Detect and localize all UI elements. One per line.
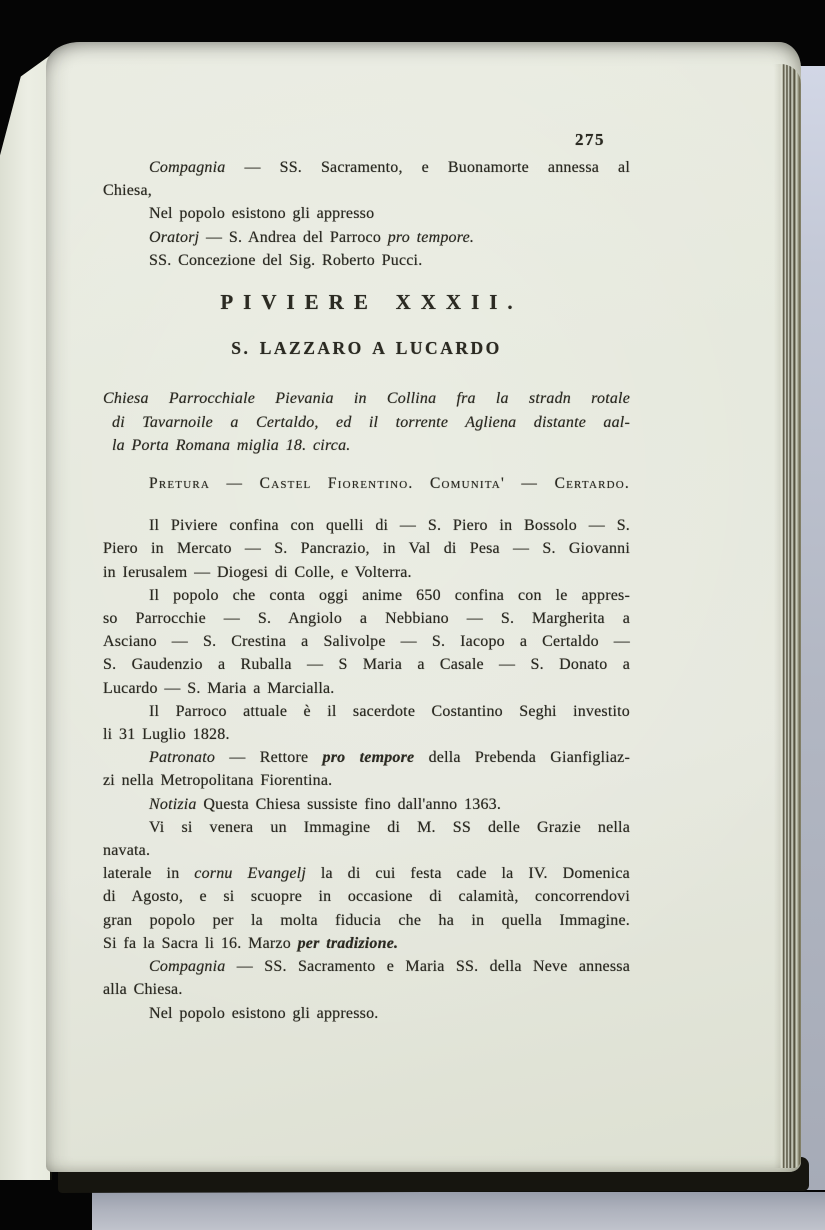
closing-line: Nel popolo esistono gli appresso. bbox=[149, 1004, 379, 1022]
paragraph-confini bbox=[103, 514, 630, 584]
fore-edge-stack bbox=[774, 64, 801, 1168]
pretura-line: Pretura — Castel Fiorentino. Comunita' — Certardo. bbox=[149, 475, 630, 493]
text-line: Il Parroco attuale è il sacerdote Costantino Seghi investito bbox=[149, 702, 630, 720]
text-line: Asciano — S. Crestina a Salivolpe — S. Iacopo a Certaldo — bbox=[103, 633, 630, 651]
text-line: Nel popolo esistono gli appresso bbox=[149, 205, 375, 223]
text-line: SS. Concezione del Sig. Roberto Pucci. bbox=[149, 251, 423, 269]
text-line: Lucardo — S. Maria a Marcialla. bbox=[103, 679, 335, 697]
text-line: zi nella Metropolitana Fiorentina. bbox=[103, 772, 333, 790]
italic-term: Compagnia bbox=[149, 958, 226, 976]
italic-term: Oratorj bbox=[149, 228, 200, 246]
text-line: Piero in Mercato — S. Pancrazio, in Val di Pesa — S. Giovanni bbox=[103, 540, 630, 558]
italic-term: Notizia bbox=[149, 795, 197, 813]
paragraph-parroco bbox=[103, 700, 630, 746]
text-line: Il popolo che conta oggi anime 650 confina con le appres- bbox=[149, 586, 630, 604]
text-line bbox=[103, 955, 630, 978]
italic-term: Compagnia bbox=[149, 159, 226, 176]
text-line: alla Chiesa. bbox=[103, 981, 183, 999]
text-line bbox=[103, 156, 630, 179]
page-number: 275 bbox=[575, 130, 605, 149]
italic-term: pro tempore. bbox=[387, 228, 475, 246]
italic-term: pro tempore bbox=[322, 749, 415, 767]
text-line bbox=[103, 862, 630, 885]
section-subheading: S. LAZZARO A LUCARDO bbox=[231, 338, 502, 359]
line-text: — SS. Sacramento, e Buonamorte annessa al bbox=[225, 159, 630, 176]
church-description bbox=[103, 387, 630, 457]
text-line: gran popolo per la molta fiducia che ha in quella Immagine. bbox=[103, 911, 630, 929]
text-line: in Ierusalem — Diogesi di Colle, e Volterra. bbox=[103, 563, 412, 581]
page-text bbox=[103, 156, 630, 1025]
paragraph-popolo bbox=[103, 584, 630, 700]
text-line bbox=[103, 226, 630, 249]
line-text: Si fa la Sacra li 16. Marzo bbox=[103, 934, 298, 952]
italic-term: Patronato bbox=[149, 749, 216, 767]
facing-page-edge bbox=[0, 54, 52, 1180]
text-line: di Tavarnoile a Certaldo, ed il torrente Agliena distante aal- bbox=[112, 413, 630, 431]
desk-surface-bottom bbox=[92, 1192, 825, 1230]
line-text: laterale in bbox=[103, 865, 195, 883]
text-line: so Parrocchie — S. Angiolo a Nebbiano — S. Margherita a bbox=[103, 610, 630, 628]
text-line: Chiesa Parrocchiale Pievania in Collina fra la stradn rotale bbox=[103, 390, 630, 408]
paragraph-festa bbox=[103, 862, 630, 955]
line-text: — Rettore bbox=[215, 749, 323, 767]
paragraph-immagine bbox=[103, 816, 630, 862]
text-line bbox=[103, 932, 630, 955]
line-text: Questa Chiesa sussiste fino dall'anno 1363. bbox=[196, 795, 502, 813]
line-text: la di cui festa cade la IV. Domenica bbox=[305, 865, 630, 883]
text-line: Chiesa, bbox=[103, 182, 152, 200]
text-line: Vi si venera un Immagine di M. SS delle Grazie nella bbox=[149, 818, 630, 836]
line-text: — S. Andrea del Parroco bbox=[199, 228, 388, 246]
paragraph-compagnia bbox=[103, 955, 630, 1001]
paragraph-patronato bbox=[103, 746, 630, 792]
text-line: navata. bbox=[103, 842, 151, 860]
text-line: di Agosto, e si scuopre in occasione di calamità, concorrendovi bbox=[103, 888, 630, 906]
line-text: — SS. Sacramento e Maria SS. della Neve annessa bbox=[225, 958, 630, 976]
line-text: della Prebenda Gianfigliaz- bbox=[414, 749, 630, 767]
section-heading: PIVIERE XXXII. bbox=[220, 290, 523, 315]
text-line: S. Gaudenzio a Ruballa — S Maria a Casale — S. Donato a bbox=[103, 656, 630, 674]
italic-term: cornu Evangelj bbox=[194, 865, 306, 883]
text-line: la Porta Romana miglia 18. circa. bbox=[112, 436, 351, 454]
book-page bbox=[46, 42, 801, 1172]
text-line bbox=[103, 746, 630, 769]
text-line: Il Piviere confina con quelli di — S. Piero in Bossolo — S. bbox=[149, 517, 630, 535]
italic-term: per tradizione. bbox=[297, 934, 399, 952]
notizia-line bbox=[103, 793, 630, 816]
text-line: li 31 Luglio 1828. bbox=[103, 726, 230, 744]
